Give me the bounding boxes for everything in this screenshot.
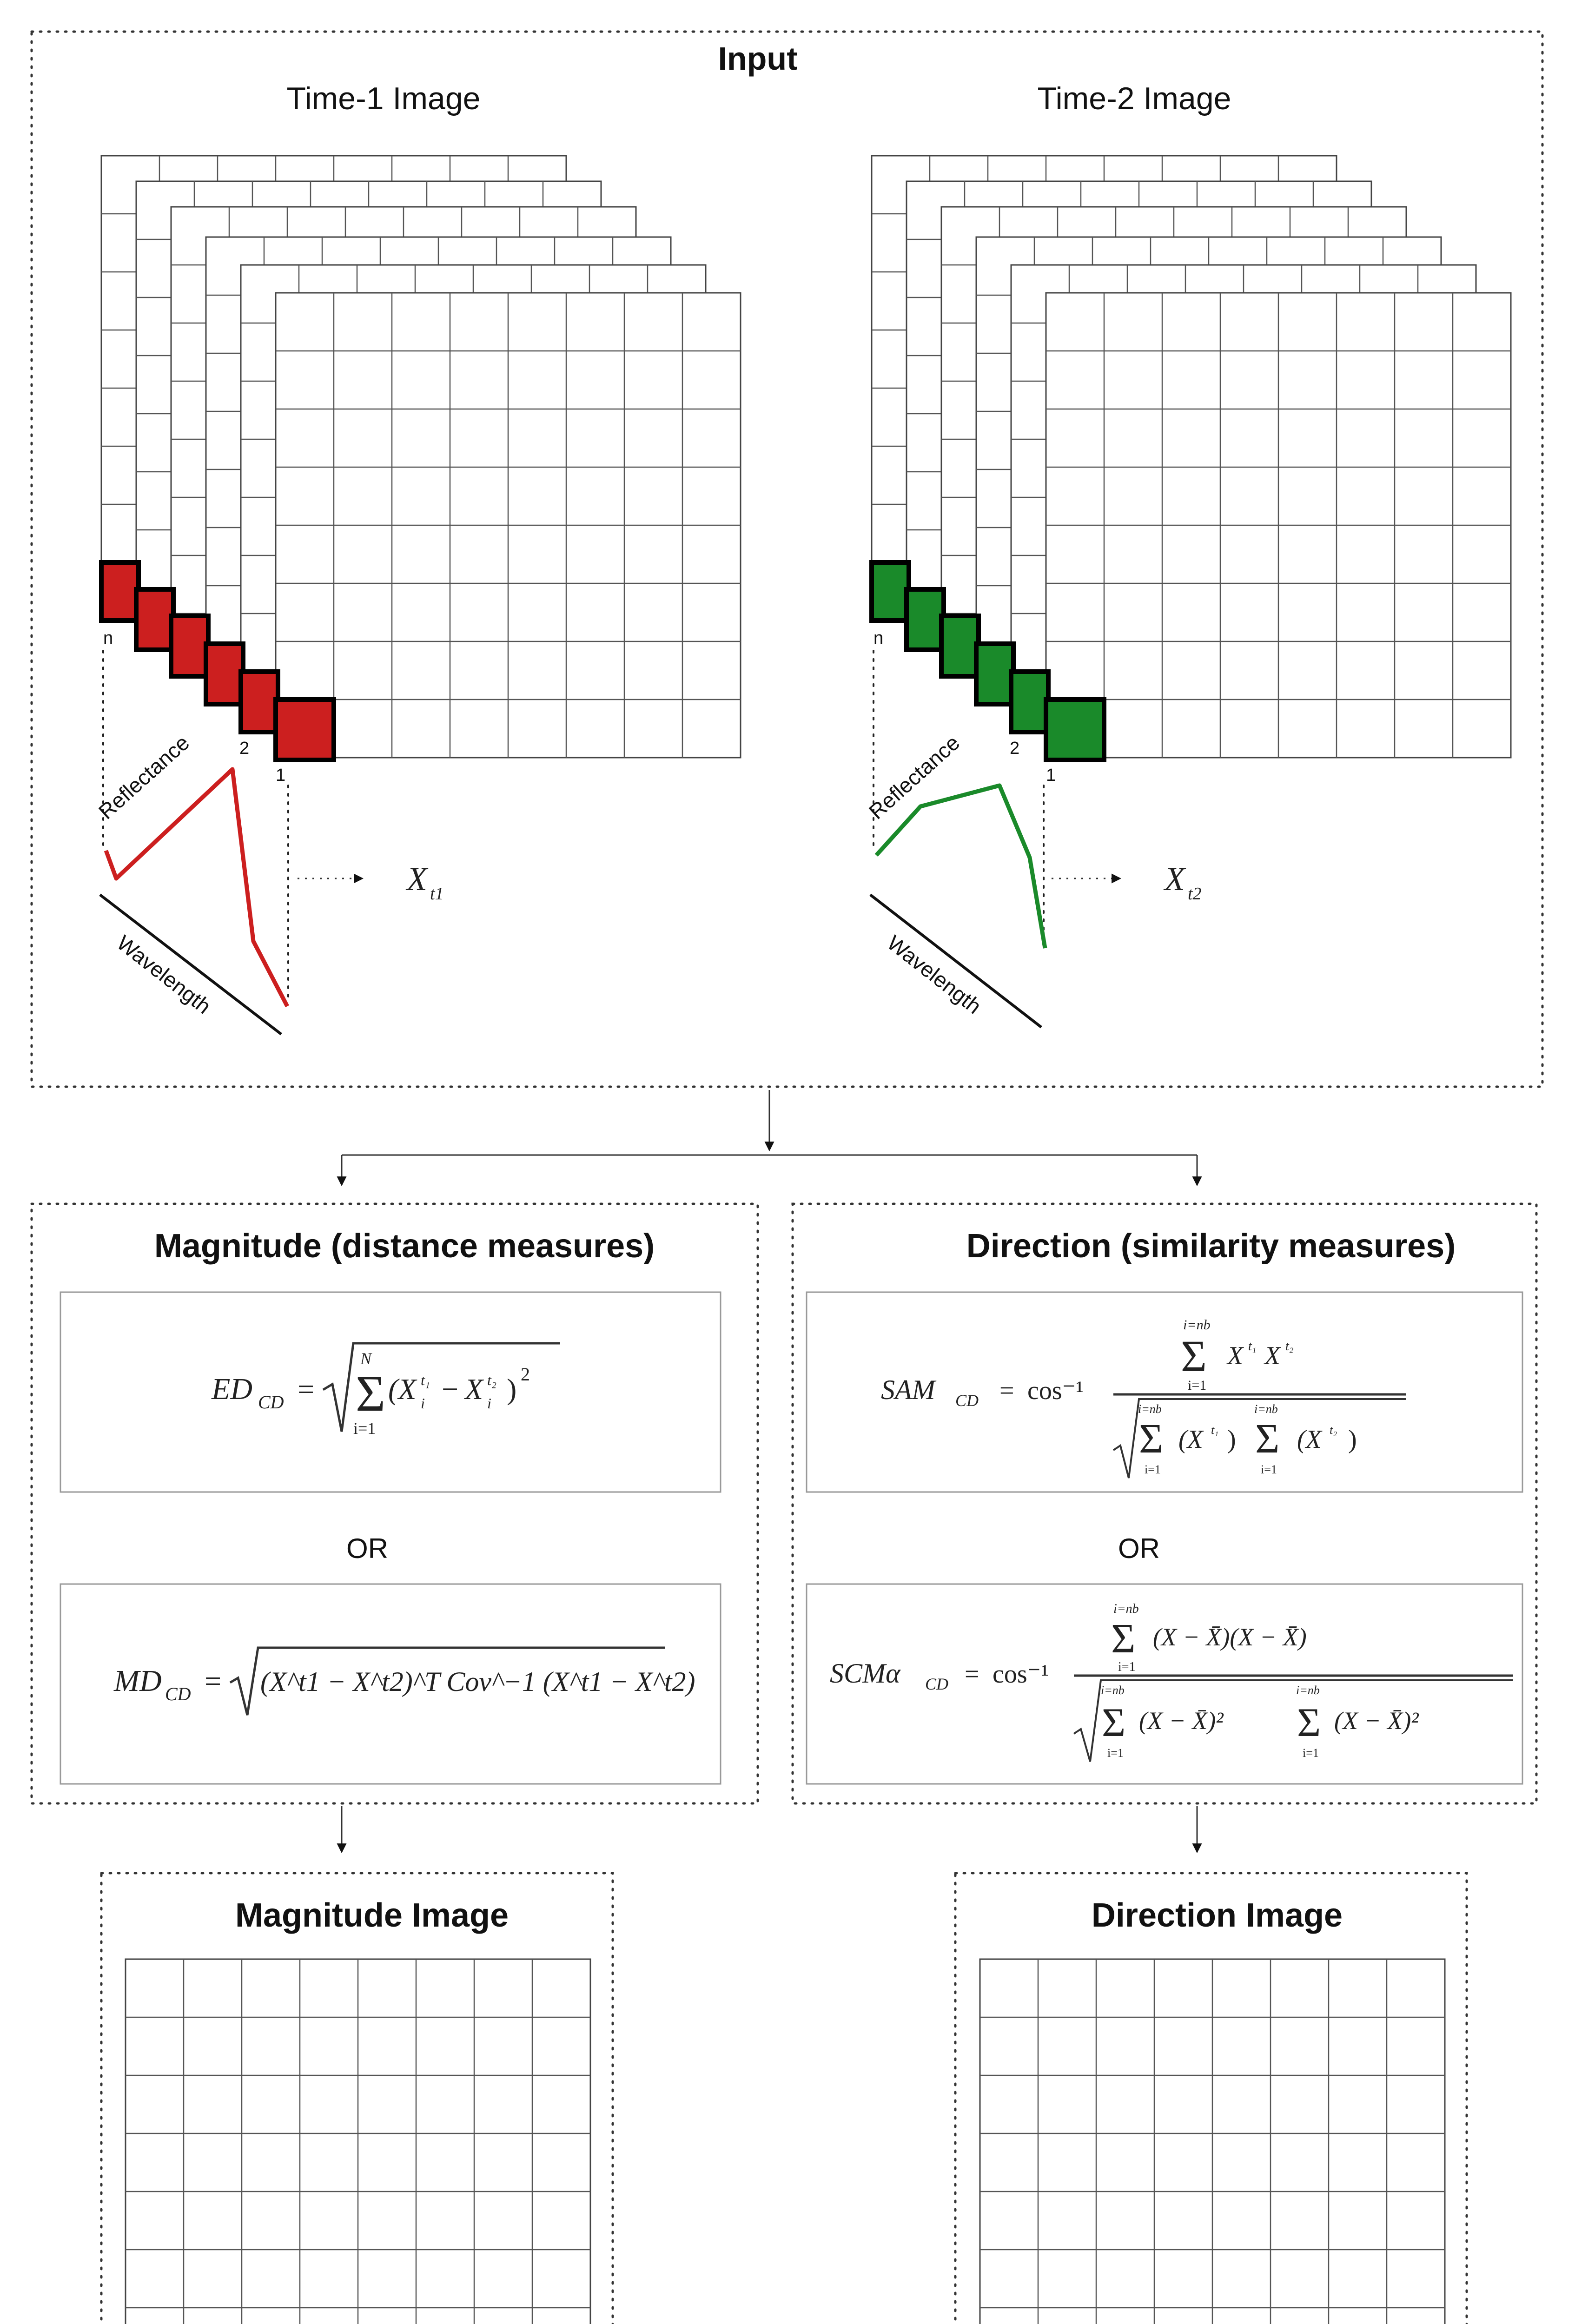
svg-text:i=nb: i=nb	[1254, 1402, 1278, 1416]
svg-text:N: N	[360, 1349, 372, 1368]
svg-text:CD: CD	[955, 1391, 979, 1410]
svg-text:(X − X̄)(X − X̄): (X − X̄)(X − X̄)	[1153, 1623, 1307, 1651]
svg-text:i=1: i=1	[1107, 1746, 1124, 1760]
time2-band-label-1: 1	[1046, 766, 1056, 785]
svg-text:Σ: Σ	[1181, 1331, 1207, 1381]
time1-vector-symbol	[405, 860, 444, 904]
time2-band-label-n: n	[874, 628, 884, 648]
svg-text:cos⁻¹: cos⁻¹	[1027, 1376, 1084, 1405]
svg-text:X: X	[407, 860, 427, 898]
svg-text:i=nb: i=nb	[1113, 1602, 1139, 1616]
svg-text:Σ: Σ	[1297, 1700, 1321, 1745]
svg-text:(X: (X	[1297, 1425, 1322, 1454]
magnitude-image-section	[101, 1873, 613, 2324]
svg-text:ED: ED	[212, 1372, 252, 1406]
time2-vector-symbol	[1163, 860, 1202, 904]
svg-text:(X − X̄)²: (X − X̄)²	[1334, 1707, 1419, 1735]
svg-text:i=1: i=1	[1118, 1660, 1136, 1674]
direction-section	[793, 1204, 1536, 1803]
svg-text:X: X	[1264, 1341, 1281, 1370]
direction-image-title: Direction Image	[1091, 1897, 1343, 1934]
svg-text:i=1: i=1	[1145, 1463, 1161, 1476]
magnitude-title: Magnitude (distance measures)	[154, 1228, 655, 1265]
svg-text:): )	[507, 1373, 517, 1406]
svg-text:=: =	[999, 1376, 1014, 1405]
svg-text:X: X	[465, 1373, 483, 1406]
svg-text:Σ: Σ	[1255, 1416, 1280, 1462]
svg-text:i: i	[487, 1395, 491, 1412]
time2-image	[864, 81, 1511, 1027]
svg-text:=: =	[298, 1373, 315, 1406]
svg-text:t₁: t₁	[1211, 1423, 1219, 1437]
svg-text:X: X	[1165, 860, 1185, 898]
time1-band-label-1: 1	[276, 766, 286, 785]
svg-text:t₁: t₁	[1248, 1339, 1257, 1353]
time2-reflectance-label: Reflectance	[864, 730, 965, 824]
time1-title: Time-1 Image	[286, 81, 481, 116]
svg-text:=: =	[965, 1660, 979, 1689]
svg-text:t₂: t₂	[1285, 1339, 1294, 1353]
direction-image-grid	[980, 1959, 1445, 2324]
svg-text:SAM: SAM	[881, 1374, 935, 1405]
svg-text:): )	[1348, 1425, 1357, 1454]
svg-text:(X: (X	[1178, 1425, 1203, 1454]
time1-band-label-n: n	[103, 628, 113, 648]
svg-text:t₂: t₂	[1330, 1423, 1337, 1437]
svg-text:SCMα: SCMα	[830, 1658, 900, 1689]
svg-text:t1: t1	[430, 884, 444, 904]
svg-text:i=1: i=1	[1261, 1463, 1277, 1476]
scm-formula-box	[807, 1584, 1522, 1784]
svg-text:2: 2	[521, 1364, 530, 1385]
svg-text:cos⁻¹: cos⁻¹	[993, 1660, 1049, 1689]
time1-band-label-2: 2	[239, 739, 250, 758]
time2-spectral-plot	[864, 730, 1045, 1027]
time2-wavelength-label: Wavelength	[882, 930, 986, 1019]
magnitude-image-grid	[126, 1959, 590, 2324]
svg-text:i=1: i=1	[353, 1419, 376, 1438]
svg-text:CD: CD	[258, 1392, 284, 1413]
svg-text:t₂: t₂	[487, 1372, 497, 1388]
input-section	[32, 32, 1542, 1087]
svg-text:Σ: Σ	[1139, 1416, 1164, 1462]
svg-text:i=nb: i=nb	[1101, 1684, 1125, 1697]
direction-image-section	[955, 1873, 1467, 2324]
svg-text:CD: CD	[925, 1675, 949, 1693]
time1-reflectance-label: Reflectance	[93, 730, 194, 824]
svg-text:(X: (X	[388, 1373, 417, 1406]
svg-text:i=1: i=1	[1303, 1746, 1319, 1760]
svg-text:MD: MD	[114, 1664, 162, 1698]
svg-text:Σ: Σ	[356, 1365, 386, 1422]
svg-text:t2: t2	[1188, 884, 1202, 904]
svg-text:i=1: i=1	[1188, 1378, 1207, 1393]
time1-image	[94, 81, 741, 1034]
split-connectors	[342, 1090, 1197, 1185]
svg-text:i=nb: i=nb	[1138, 1402, 1162, 1416]
time1-spectral-plot	[94, 730, 287, 1034]
direction-title: Direction (similarity measures)	[966, 1228, 1456, 1265]
svg-text:=: =	[205, 1664, 222, 1697]
svg-text:CD: CD	[165, 1684, 191, 1704]
svg-text:Σ: Σ	[1102, 1700, 1126, 1745]
magnitude-image-title: Magnitude Image	[235, 1897, 509, 1934]
svg-text:Σ: Σ	[1111, 1616, 1136, 1662]
svg-text:(X^t1 − X^t2)^T Cov^−1 (X^t1 −: (X^t1 − X^t2)^T Cov^−1 (X^t1 − X^t2)	[260, 1666, 695, 1697]
svg-text:t₁: t₁	[421, 1372, 430, 1388]
svg-text:−: −	[442, 1373, 459, 1406]
time2-band-label-2: 2	[1010, 739, 1020, 758]
svg-text:i=nb: i=nb	[1296, 1684, 1320, 1697]
input-title: Input	[718, 40, 798, 77]
direction-or: OR	[1118, 1533, 1160, 1564]
svg-text:): )	[1227, 1425, 1236, 1454]
svg-text:i=nb: i=nb	[1183, 1317, 1211, 1333]
magnitude-or: OR	[346, 1533, 388, 1564]
svg-text:X: X	[1227, 1341, 1244, 1370]
time1-wavelength-label: Wavelength	[112, 930, 216, 1019]
magnitude-section	[32, 1204, 758, 1803]
svg-text:(X − X̄)²: (X − X̄)²	[1139, 1707, 1224, 1735]
svg-text:i: i	[421, 1395, 425, 1412]
time2-title: Time-2 Image	[1037, 81, 1231, 116]
